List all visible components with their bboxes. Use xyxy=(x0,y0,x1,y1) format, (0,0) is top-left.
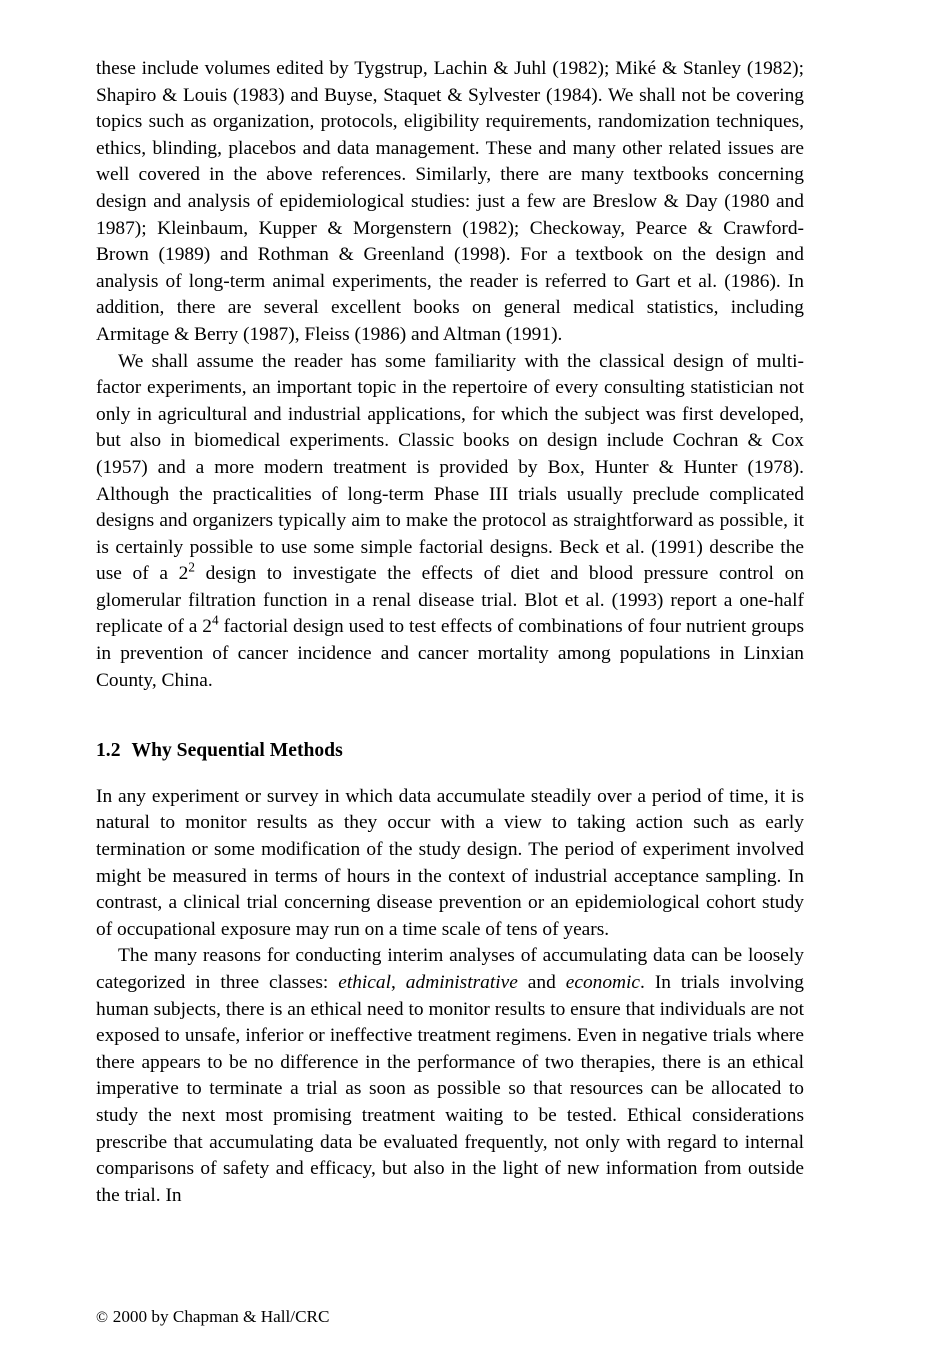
superscript-exponent-four: 4 xyxy=(211,613,219,628)
page-content-column xyxy=(96,56,804,1209)
paragraph-factorial-designs-text-a: We shall assume the reader has some familiarity with the classical design of multi-factor experiments, an important topic in the repertoire of every consulting statistician not only in agricultural and industrial applications, for which the subject was first developed, but also in biomedical experiments. Classic books on design include Cochran & Cox (1957) and a more modern treatment is provided by Box, Hunter & Hunter (1978). Although the practicalities of long-term Phase III trials usually preclude complicated designs and organizers typically aim to make the protocol as straightforward as possible, it is certainly possible to use some simple factorial designs. Beck et al. (1991) describe the use of a 2 xyxy=(96,350,804,585)
paragraph-factorial-designs xyxy=(96,349,804,695)
paragraph-continued-references: these include volumes edited by Tygstrup, Lachin & Juhl (1982); Miké & Stanley (1982); Shapiro & Louis (1983) and Buyse, Staquet & Sylvester (1984). We shall not be covering topics such as organization, protocols, eligibility requirements, randomization techniques, ethics, blinding, placebos and data management. These and many other related issues are well covered in the above references. Similarly, there are many textbooks concerning design and analysis of epidemiological studies: just a few are Breslow & Day (1980 and 1987); Kleinbaum, Kupper & Morgenstern (1982); Checkoway, Pearce & Crawford-Brown (1989) and Rothman & Greenland (1998). For a textbook on the design and analysis of long-term animal experiments, the reader is referred to Gart et al. (1986). In addition, there are several excellent books on general medical statistics, including Armitage & Berry (1987), Fleiss (1986) and Altman (1991). xyxy=(96,58,804,345)
paragraph-interim-analysis-text-a: The many reasons for conducting interim analyses of accumulating data can be loosely categorized in three classes: xyxy=(96,945,804,993)
separator-comma-1: , xyxy=(391,972,406,993)
section-heading-1-2 xyxy=(96,738,804,765)
paragraph-factorial-designs-text-c: factorial design used to test effects of combinations of four nutrient groups in prevention of cancer incidence and cancer mortality among populations in Linxian County, China. xyxy=(96,616,804,691)
section-title: Why Sequential Methods xyxy=(131,740,343,762)
paragraph-interim-analysis-reasons xyxy=(96,943,804,1209)
paragraph-factorial-designs-text-b: design to investigate the effects of diet and blood pressure control on glomerular filtration function in a renal disease trial. Blot et al. (1993) report a one-half replicate of a 2 xyxy=(96,563,804,638)
emphasis-ethical: ethical xyxy=(338,972,391,993)
page-footer-copyright xyxy=(96,1306,329,1329)
paragraph-interim-analysis-text-b: . In trials involving human subjects, there is an ethical need to monitor results to ensure that individuals are not exposed to unsafe, inferior or ineffective treatment regimens. Even in negative trials where there appears to be no difference in the performance of two therapies, there is an ethical imperative to terminate a trial as soon as possible so that resources can be allocated to study the next most promising treatment waiting to be tested. Ethical considerations prescribe that accumulating data be evaluated frequently, not only with regard to internal comparisons of safety and efficacy, but also in the light of new information from outside the trial. In xyxy=(96,972,804,1206)
section-number: 1.2 xyxy=(96,740,121,762)
spacer-above-section-heading xyxy=(96,694,804,738)
copyright-icon: © xyxy=(96,1309,109,1326)
emphasis-economic: economic xyxy=(565,972,641,993)
paragraph-monitoring-over-time: In any experiment or survey in which data accumulate steadily over a period of time, it is natural to monitor results as they occur with a view to taking action such as early termination or some modification of the study design. The period of experiment involved might be measured in terms of hours in the context of industrial acceptance sampling. In contrast, a clinical trial concerning disease prevention or an epidemiological cohort study of occupational exposure may run on a time scale of tens of years. xyxy=(96,785,804,940)
separator-and: and xyxy=(517,972,566,993)
spacer-below-section-heading xyxy=(96,765,804,784)
superscript-exponent-two: 2 xyxy=(188,559,195,575)
emphasis-administrative: administrative xyxy=(405,972,518,993)
copyright-text: 2000 by Chapman & Hall/CRC xyxy=(112,1307,330,1326)
